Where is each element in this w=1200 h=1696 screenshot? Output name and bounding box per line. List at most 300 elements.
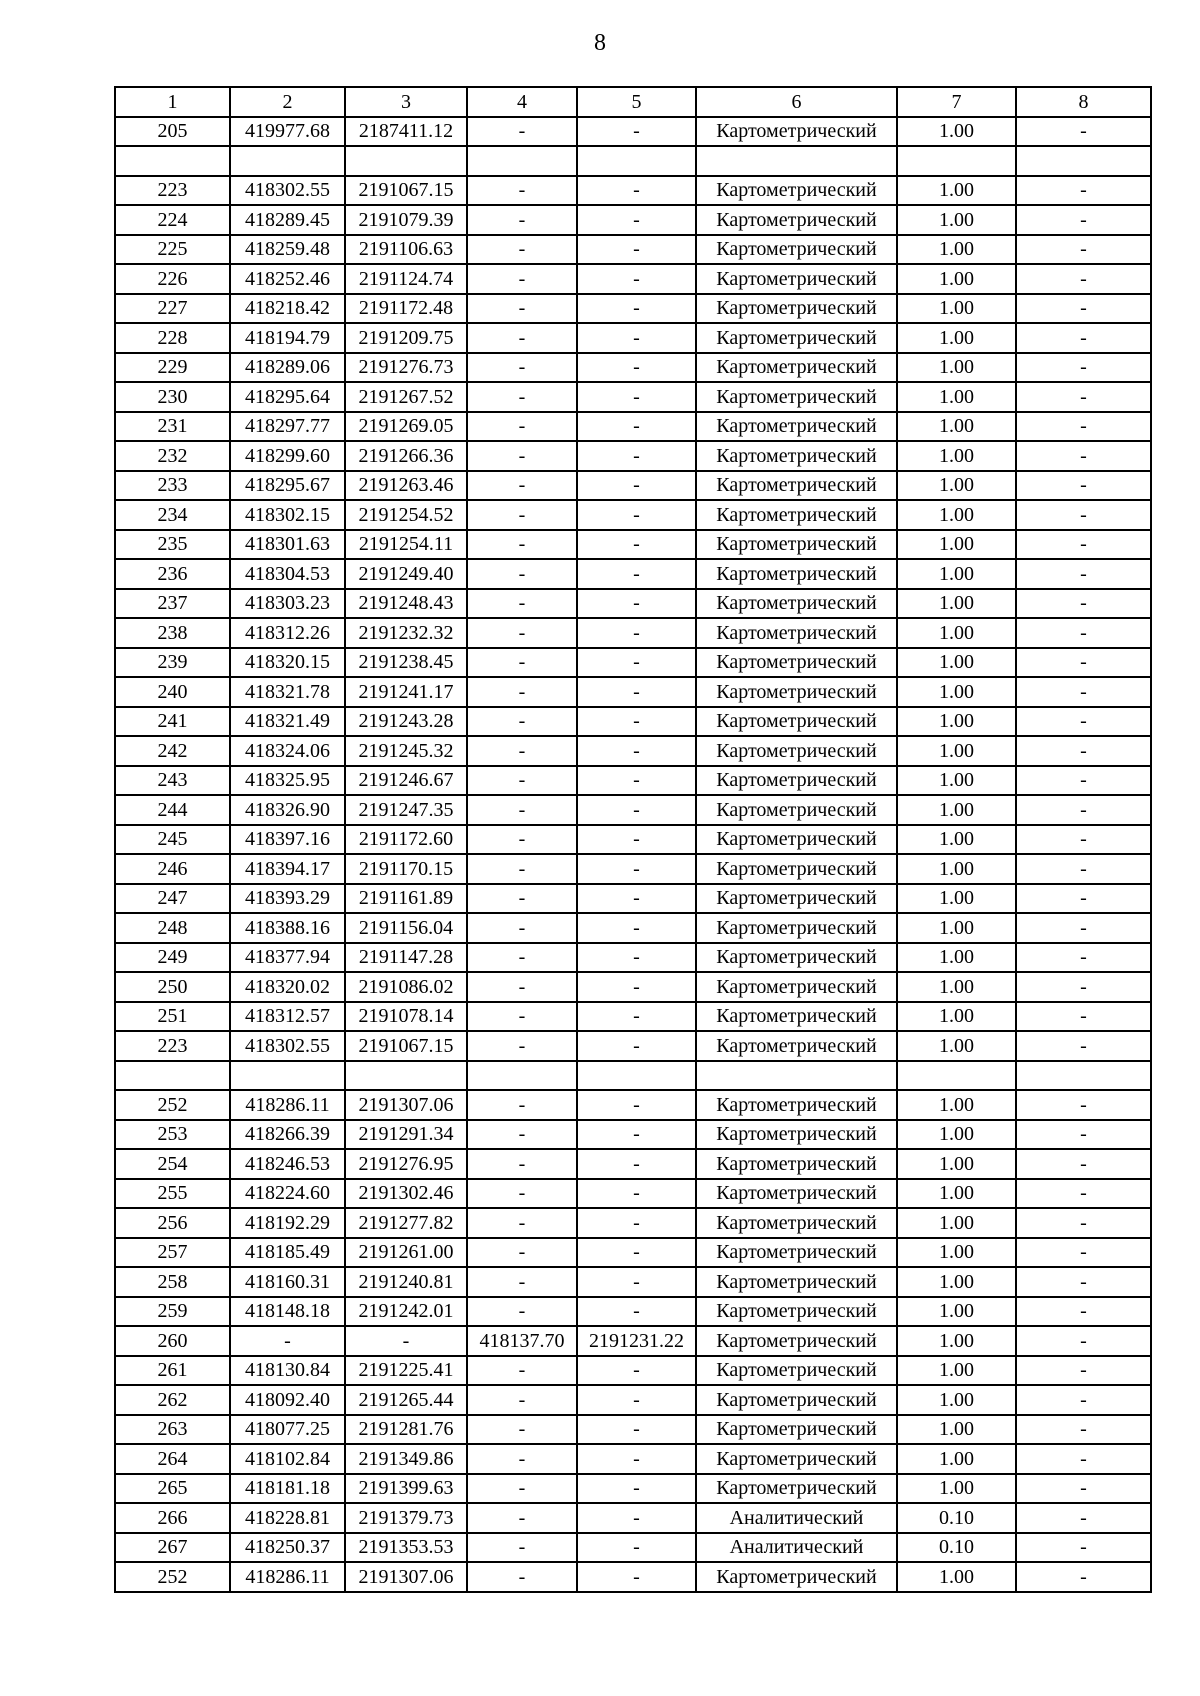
table-cell: 2191156.04 xyxy=(345,913,467,943)
table-cell: 2191267.52 xyxy=(345,382,467,412)
table-cell: 418303.23 xyxy=(230,589,345,619)
table-cell: 1.00 xyxy=(897,530,1016,560)
table-cell: Картометрический xyxy=(696,1208,897,1238)
table-cell: 418250.37 xyxy=(230,1533,345,1563)
table-cell: - xyxy=(577,1238,696,1268)
table-row xyxy=(115,1562,1151,1592)
table-cell: - xyxy=(1016,1120,1151,1150)
table-row xyxy=(115,1356,1151,1386)
table-cell: 418192.29 xyxy=(230,1208,345,1238)
table-cell: - xyxy=(1016,441,1151,471)
table-cell: - xyxy=(577,854,696,884)
table-cell: 2191086.02 xyxy=(345,972,467,1002)
table-cell: - xyxy=(467,1031,577,1061)
table-cell: - xyxy=(1016,1326,1151,1356)
table-cell: 223 xyxy=(115,1031,230,1061)
table-cell: 2191067.15 xyxy=(345,176,467,206)
table-cell: 244 xyxy=(115,795,230,825)
table-cell: Аналитический xyxy=(696,1503,897,1533)
table-cell: - xyxy=(467,382,577,412)
table-cell: 418394.17 xyxy=(230,854,345,884)
table-row xyxy=(115,1326,1151,1356)
table-cell: 2191276.73 xyxy=(345,353,467,383)
table-cell: 1.00 xyxy=(897,884,1016,914)
table-row xyxy=(115,943,1151,973)
table-cell: 2191248.43 xyxy=(345,589,467,619)
table-cell: - xyxy=(467,913,577,943)
table-cell: - xyxy=(467,766,577,796)
table-cell: Аналитический xyxy=(696,1533,897,1563)
table-cell: - xyxy=(1016,1267,1151,1297)
table-cell: - xyxy=(1016,1179,1151,1209)
table-row xyxy=(115,176,1151,206)
table-cell xyxy=(897,146,1016,176)
table-cell: - xyxy=(577,294,696,324)
table-row xyxy=(115,1385,1151,1415)
table-row xyxy=(115,795,1151,825)
table-cell: 418160.31 xyxy=(230,1267,345,1297)
table-cell: 2191238.45 xyxy=(345,648,467,678)
table-row xyxy=(115,559,1151,589)
table-cell: 418324.06 xyxy=(230,736,345,766)
table-cell: - xyxy=(467,677,577,707)
table-cell: Картометрический xyxy=(696,943,897,973)
table-cell: 1.00 xyxy=(897,559,1016,589)
table-cell: - xyxy=(577,412,696,442)
table-cell: 1.00 xyxy=(897,943,1016,973)
table-cell: 418320.02 xyxy=(230,972,345,1002)
table-cell: 1.00 xyxy=(897,972,1016,1002)
table-cell: 230 xyxy=(115,382,230,412)
table-cell: Картометрический xyxy=(696,294,897,324)
table-cell: - xyxy=(577,913,696,943)
table-cell: 264 xyxy=(115,1444,230,1474)
table-cell: 1.00 xyxy=(897,1149,1016,1179)
table-cell: - xyxy=(467,1356,577,1386)
column-header: 4 xyxy=(467,87,577,117)
table-cell: - xyxy=(1016,559,1151,589)
table-cell: Картометрический xyxy=(696,471,897,501)
table-cell: - xyxy=(577,471,696,501)
table-cell: Картометрический xyxy=(696,1385,897,1415)
table-cell: - xyxy=(577,1356,696,1386)
table-cell: 418077.25 xyxy=(230,1415,345,1445)
table-cell: 418266.39 xyxy=(230,1120,345,1150)
table-cell xyxy=(345,1061,467,1091)
table-cell: 2187411.12 xyxy=(345,117,467,147)
table-cell: - xyxy=(467,205,577,235)
table-cell: 1.00 xyxy=(897,1415,1016,1445)
table-cell: 257 xyxy=(115,1238,230,1268)
table-cell: - xyxy=(1016,766,1151,796)
table-cell: Картометрический xyxy=(696,972,897,1002)
table-cell: 2191078.14 xyxy=(345,1002,467,1032)
table-cell: 2191240.81 xyxy=(345,1267,467,1297)
table-cell: 1.00 xyxy=(897,353,1016,383)
table-cell: - xyxy=(577,500,696,530)
table-cell: 235 xyxy=(115,530,230,560)
table-cell: 2191302.46 xyxy=(345,1179,467,1209)
table-cell: 228 xyxy=(115,323,230,353)
table-cell: - xyxy=(1016,264,1151,294)
table-row xyxy=(115,766,1151,796)
table-cell: 250 xyxy=(115,972,230,1002)
table-cell: - xyxy=(1016,1297,1151,1327)
table-cell: 418312.26 xyxy=(230,618,345,648)
table-cell: 1.00 xyxy=(897,736,1016,766)
column-header: 6 xyxy=(696,87,897,117)
table-row xyxy=(115,323,1151,353)
table-cell: - xyxy=(467,1002,577,1032)
table-cell: 226 xyxy=(115,264,230,294)
table-cell: 1.00 xyxy=(897,1297,1016,1327)
table-cell: 2191379.73 xyxy=(345,1503,467,1533)
table-row xyxy=(115,1031,1151,1061)
table-row xyxy=(115,1238,1151,1268)
table-row xyxy=(115,1503,1151,1533)
table-cell: 242 xyxy=(115,736,230,766)
table-cell: 205 xyxy=(115,117,230,147)
table-cell: Картометрический xyxy=(696,1120,897,1150)
table-cell: 241 xyxy=(115,707,230,737)
table-cell: - xyxy=(1016,235,1151,265)
table-row xyxy=(115,825,1151,855)
table-cell: Картометрический xyxy=(696,913,897,943)
column-header: 5 xyxy=(577,87,696,117)
table-cell: 1.00 xyxy=(897,1474,1016,1504)
table-cell: 1.00 xyxy=(897,471,1016,501)
table-cell: Картометрический xyxy=(696,795,897,825)
table-row xyxy=(115,736,1151,766)
table-row xyxy=(115,441,1151,471)
table-cell: 418137.70 xyxy=(467,1326,577,1356)
table-cell: 1.00 xyxy=(897,1326,1016,1356)
table-row xyxy=(115,1002,1151,1032)
table-cell: 252 xyxy=(115,1562,230,1592)
table-cell: - xyxy=(467,1238,577,1268)
table-cell: - xyxy=(1016,1503,1151,1533)
table-row xyxy=(115,1474,1151,1504)
table-cell: Картометрический xyxy=(696,1356,897,1386)
table-cell: 1.00 xyxy=(897,1238,1016,1268)
table-cell: Картометрический xyxy=(696,648,897,678)
table-cell: 1.00 xyxy=(897,707,1016,737)
table-cell: 2191269.05 xyxy=(345,412,467,442)
table-cell: - xyxy=(1016,294,1151,324)
table-cell: - xyxy=(577,884,696,914)
table-cell: 2191265.44 xyxy=(345,1385,467,1415)
table-cell: 224 xyxy=(115,205,230,235)
table-cell: Картометрический xyxy=(696,235,897,265)
table-cell: Картометрический xyxy=(696,1474,897,1504)
table-cell: 245 xyxy=(115,825,230,855)
table-cell: - xyxy=(577,1120,696,1150)
table-cell: 1.00 xyxy=(897,1562,1016,1592)
table-cell: 1.00 xyxy=(897,294,1016,324)
table-cell: 2191307.06 xyxy=(345,1090,467,1120)
table-cell: 1.00 xyxy=(897,323,1016,353)
table-cell: 259 xyxy=(115,1297,230,1327)
table-cell: - xyxy=(577,176,696,206)
table-row xyxy=(115,1444,1151,1474)
table-cell: - xyxy=(577,1474,696,1504)
table-cell: 418289.06 xyxy=(230,353,345,383)
table-cell: - xyxy=(577,1533,696,1563)
table-cell: 2191172.48 xyxy=(345,294,467,324)
table-cell: Картометрический xyxy=(696,264,897,294)
table-cell: 418224.60 xyxy=(230,1179,345,1209)
table-cell: 2191254.52 xyxy=(345,500,467,530)
table-cell: - xyxy=(467,441,577,471)
table-cell: 418130.84 xyxy=(230,1356,345,1386)
table-cell: 2191263.46 xyxy=(345,471,467,501)
table-row xyxy=(115,235,1151,265)
table-cell: Картометрический xyxy=(696,1031,897,1061)
table-cell: 261 xyxy=(115,1356,230,1386)
table-cell: 2191399.63 xyxy=(345,1474,467,1504)
table-cell: 1.00 xyxy=(897,1179,1016,1209)
table-cell: 2191231.22 xyxy=(577,1326,696,1356)
table-cell: 2191249.40 xyxy=(345,559,467,589)
table-cell: 2191261.00 xyxy=(345,1238,467,1268)
table-cell: - xyxy=(1016,1562,1151,1592)
table-cell: - xyxy=(577,1179,696,1209)
table-cell: - xyxy=(577,559,696,589)
table-cell: 2191242.01 xyxy=(345,1297,467,1327)
table-cell: Картометрический xyxy=(696,117,897,147)
table-cell: 1.00 xyxy=(897,1090,1016,1120)
table-cell: 1.00 xyxy=(897,1385,1016,1415)
table-cell: 418299.60 xyxy=(230,441,345,471)
table-cell: - xyxy=(577,1297,696,1327)
table-cell: 2191241.17 xyxy=(345,677,467,707)
table-cell: - xyxy=(467,589,577,619)
table-cell: 1.00 xyxy=(897,117,1016,147)
table-cell: - xyxy=(577,648,696,678)
table-cell: Картометрический xyxy=(696,441,897,471)
table-cell: - xyxy=(467,353,577,383)
table-cell: 418301.63 xyxy=(230,530,345,560)
table-cell: - xyxy=(577,972,696,1002)
table-cell: - xyxy=(467,618,577,648)
table-cell: 256 xyxy=(115,1208,230,1238)
table-cell: - xyxy=(467,1503,577,1533)
table-cell: - xyxy=(577,795,696,825)
table-cell: Картометрический xyxy=(696,353,897,383)
table-row xyxy=(115,1090,1151,1120)
table-cell: Картометрический xyxy=(696,677,897,707)
table-cell: - xyxy=(577,235,696,265)
table-cell: 240 xyxy=(115,677,230,707)
table-cell: 1.00 xyxy=(897,766,1016,796)
table-cell: Картометрический xyxy=(696,884,897,914)
coordinates-table xyxy=(114,86,1152,1593)
table-cell: - xyxy=(1016,1533,1151,1563)
table-cell: Картометрический xyxy=(696,1297,897,1327)
table-cell: - xyxy=(467,176,577,206)
table-row xyxy=(115,589,1151,619)
table-cell: - xyxy=(577,1415,696,1445)
table-cell: 418218.42 xyxy=(230,294,345,324)
table-cell: - xyxy=(345,1326,467,1356)
table-cell: 258 xyxy=(115,1267,230,1297)
table-row xyxy=(115,1120,1151,1150)
table-cell: 254 xyxy=(115,1149,230,1179)
table-cell: 2191161.89 xyxy=(345,884,467,914)
table-cell: - xyxy=(577,205,696,235)
table-cell: Картометрический xyxy=(696,766,897,796)
table-cell: 1.00 xyxy=(897,618,1016,648)
table-cell: 1.00 xyxy=(897,589,1016,619)
table-cell: - xyxy=(467,707,577,737)
table-cell: - xyxy=(467,825,577,855)
table-cell: - xyxy=(1016,205,1151,235)
table-row xyxy=(115,294,1151,324)
column-header: 1 xyxy=(115,87,230,117)
table-cell: 0.10 xyxy=(897,1503,1016,1533)
table-cell xyxy=(696,1061,897,1091)
table-cell: 2191170.15 xyxy=(345,854,467,884)
table-cell xyxy=(467,1061,577,1091)
table-row xyxy=(115,412,1151,442)
table-cell: - xyxy=(1016,1149,1151,1179)
table-cell xyxy=(897,1061,1016,1091)
table-cell: - xyxy=(577,1562,696,1592)
table-cell: - xyxy=(1016,707,1151,737)
table-row xyxy=(115,1179,1151,1209)
table-cell: 2191291.34 xyxy=(345,1120,467,1150)
table-cell: 2191124.74 xyxy=(345,264,467,294)
table-cell: 1.00 xyxy=(897,854,1016,884)
table-cell: 1.00 xyxy=(897,1444,1016,1474)
table-cell: 2191349.86 xyxy=(345,1444,467,1474)
table-cell: - xyxy=(1016,943,1151,973)
table-cell: 1.00 xyxy=(897,648,1016,678)
table-cell: 231 xyxy=(115,412,230,442)
table-cell: - xyxy=(467,1444,577,1474)
table-cell: - xyxy=(577,1267,696,1297)
table-cell: - xyxy=(1016,1090,1151,1120)
table-cell: 2191246.67 xyxy=(345,766,467,796)
table-cell: - xyxy=(1016,471,1151,501)
table-cell: 2191277.82 xyxy=(345,1208,467,1238)
table-cell xyxy=(577,146,696,176)
table-cell: - xyxy=(1016,825,1151,855)
table-cell: 239 xyxy=(115,648,230,678)
table-cell: - xyxy=(467,264,577,294)
table-cell: 1.00 xyxy=(897,677,1016,707)
table-cell: - xyxy=(467,1267,577,1297)
table-cell: - xyxy=(1016,1474,1151,1504)
table-cell: - xyxy=(467,1149,577,1179)
table-cell: Картометрический xyxy=(696,736,897,766)
table-cell: - xyxy=(577,530,696,560)
table-cell: 418295.64 xyxy=(230,382,345,412)
table-cell: - xyxy=(1016,1356,1151,1386)
table-row xyxy=(115,471,1151,501)
table-cell: 1.00 xyxy=(897,264,1016,294)
table-cell: 2191254.11 xyxy=(345,530,467,560)
table-row xyxy=(115,500,1151,530)
table-cell: - xyxy=(467,972,577,1002)
table-cell: Картометрический xyxy=(696,530,897,560)
table-cell: 418092.40 xyxy=(230,1385,345,1415)
table-cell: 251 xyxy=(115,1002,230,1032)
table-cell: - xyxy=(467,795,577,825)
table-cell: 237 xyxy=(115,589,230,619)
table-cell: 2191106.63 xyxy=(345,235,467,265)
table-cell: 1.00 xyxy=(897,1120,1016,1150)
table-cell: - xyxy=(467,530,577,560)
table-cell: - xyxy=(467,1533,577,1563)
table-cell: - xyxy=(577,1385,696,1415)
table-cell: - xyxy=(577,1090,696,1120)
table-cell: - xyxy=(467,294,577,324)
table-cell: - xyxy=(467,648,577,678)
table-cell: - xyxy=(467,471,577,501)
table-cell: 1.00 xyxy=(897,913,1016,943)
table-cell: - xyxy=(467,559,577,589)
table-row xyxy=(115,530,1151,560)
table-cell: 229 xyxy=(115,353,230,383)
table-cell: 249 xyxy=(115,943,230,973)
table-header-row xyxy=(115,87,1151,117)
table-cell: 418297.77 xyxy=(230,412,345,442)
table-cell: - xyxy=(467,500,577,530)
table-cell: - xyxy=(467,1474,577,1504)
table-cell: 0.10 xyxy=(897,1533,1016,1563)
table-cell: 2191232.32 xyxy=(345,618,467,648)
table-row xyxy=(115,1297,1151,1327)
table-cell: 238 xyxy=(115,618,230,648)
table-cell: 262 xyxy=(115,1385,230,1415)
table-cell: - xyxy=(577,736,696,766)
table-cell: 247 xyxy=(115,884,230,914)
table-cell: - xyxy=(467,1297,577,1327)
table-cell: 2191247.35 xyxy=(345,795,467,825)
table-cell: - xyxy=(1016,530,1151,560)
table-cell: 2191067.15 xyxy=(345,1031,467,1061)
table-cell: - xyxy=(577,264,696,294)
table-cell: 418397.16 xyxy=(230,825,345,855)
table-row xyxy=(115,146,1151,176)
table-cell: 266 xyxy=(115,1503,230,1533)
table-cell: - xyxy=(1016,589,1151,619)
table-cell: 2191172.60 xyxy=(345,825,467,855)
table-cell: 236 xyxy=(115,559,230,589)
column-header: 2 xyxy=(230,87,345,117)
table-cell: 265 xyxy=(115,1474,230,1504)
table-row xyxy=(115,913,1151,943)
table-cell: - xyxy=(1016,1444,1151,1474)
table-cell xyxy=(115,1061,230,1091)
table-cell: - xyxy=(577,382,696,412)
table-cell: 1.00 xyxy=(897,235,1016,265)
table-cell: 1.00 xyxy=(897,825,1016,855)
table-cell: - xyxy=(577,1444,696,1474)
table-row xyxy=(115,854,1151,884)
table-cell: - xyxy=(577,618,696,648)
table-cell: Картометрический xyxy=(696,559,897,589)
table-cell: - xyxy=(577,766,696,796)
table-cell: - xyxy=(467,412,577,442)
table-cell: - xyxy=(577,1002,696,1032)
table-cell: - xyxy=(577,323,696,353)
table-cell: 2191276.95 xyxy=(345,1149,467,1179)
table-cell: Картометрический xyxy=(696,1238,897,1268)
table-cell: 1.00 xyxy=(897,412,1016,442)
table-cell: - xyxy=(1016,1031,1151,1061)
